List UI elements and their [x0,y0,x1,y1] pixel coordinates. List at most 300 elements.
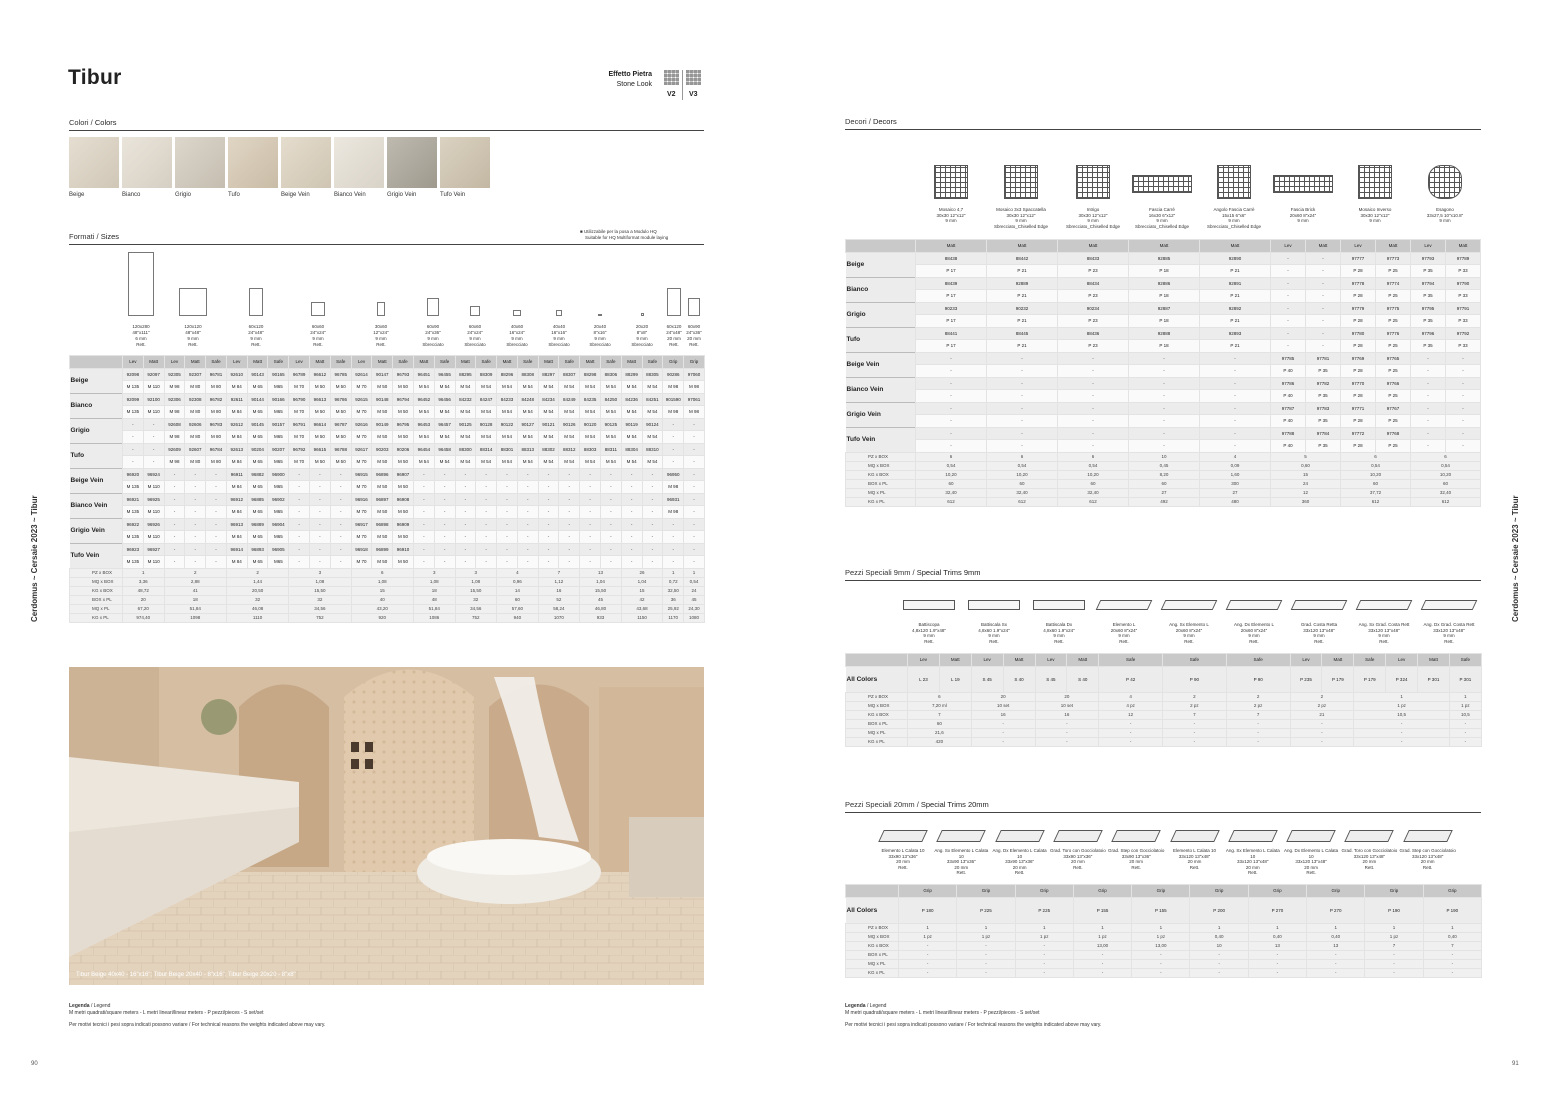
pack-value: 612 [916,497,987,506]
pack-value: - [1449,719,1481,728]
price-cell: - [310,481,331,494]
trim-icon [936,830,986,842]
price-cell: P 35 [1411,340,1446,353]
product-code: - [916,402,987,415]
decor-name: Fascia Brick [1290,207,1316,212]
price-cell: - [1271,315,1306,328]
pack-value: 0,60 [1271,461,1341,470]
finish-header: Lev [971,654,1003,667]
product-code: - [600,543,621,556]
finish-header: Matt [185,356,206,369]
trim-icon [903,600,955,610]
decor-label [1199,207,1269,229]
pack-value: 1 [1073,923,1131,932]
finish-header: Matt [916,240,987,253]
pack-value: 1 pz [1132,932,1190,941]
product-code: - [497,543,518,556]
price-cell: P 23 [1058,315,1129,328]
pack-value: - [1073,968,1131,977]
product-code: - [684,518,705,531]
trim-label [1417,622,1481,644]
pack-value: - [1307,950,1365,959]
trim-size: 33x90 13"x36" [1005,859,1035,864]
product-code: 97792 [1446,327,1481,340]
product-code: - [1446,402,1481,415]
pack-value: - [1290,737,1354,746]
trim-name: Ang. Dx Elemento L Calata 10 [1284,848,1339,859]
pack-value: 1 [1248,923,1306,932]
pack-value: 6 [1341,452,1411,461]
decor-thick: 9 mm [1228,218,1240,223]
finish-header: Lev [1271,240,1306,253]
product-code: 88310 [642,443,663,456]
price-cell: - [289,556,310,569]
price-cell: M 65 [247,481,268,494]
product-code: 88438 [916,252,987,265]
product-code: - [663,518,684,531]
color-swatch [228,137,278,188]
pack-value: - [1248,950,1306,959]
product-code: - [455,468,476,481]
product-code: 96923 [123,543,144,556]
pack-value: 1 pz [1449,701,1481,710]
product-code: 90127 [517,418,538,431]
pack-label: KG x PL [846,737,908,746]
price-cell: - [1129,440,1200,453]
finish-header: Lev [1411,240,1446,253]
trim-name: Ang. Dx Grad. Costa Rett [1423,622,1475,627]
price-cell: M 50 [310,431,331,444]
pack-value: 14 [497,586,539,595]
product-code: 96907 [393,468,414,481]
trim-size: 20x60 8"x24" [1175,627,1203,633]
price-cell: - [916,440,987,453]
trims9-header: Pezzi Speciali 9mm / Special Trims 9mm [845,568,1481,581]
price-cell: M 54 [559,381,580,394]
format-label [296,324,340,348]
decor-name: Intrigo [1086,207,1100,212]
format-edge: Rett. [689,342,699,347]
format-shape-icon [311,302,325,316]
product-code: 97765 [1376,352,1411,365]
product-code: 96915 [351,468,372,481]
product-code: - [497,518,518,531]
price-cell: S 45 [1035,666,1067,692]
product-code: 90126 [559,418,580,431]
product-code: - [1271,277,1306,290]
price-cell: - [206,481,227,494]
price-cell: - [642,506,663,519]
trim-thick: 9 mm [1248,633,1260,638]
price-cell: - [289,531,310,544]
pack-value: 1,60 [1200,470,1271,479]
format-inch: 24"x36" [425,330,441,335]
product-code: 96921 [123,493,144,506]
decor-icon [1358,165,1392,199]
decor-thick: 9 mm [1297,218,1309,223]
price-cell: - [476,506,497,519]
price-cell: M 50 [393,456,414,469]
price-cell: - [684,531,705,544]
product-code: - [987,352,1058,365]
pack-value: 43,68 [621,604,663,613]
price-cell: - [642,556,663,569]
product-code: 96785 [330,368,351,381]
price-cell: M 54 [413,456,434,469]
price-cell: P 40 [1271,390,1306,403]
pack-value: 3,36 [123,577,165,586]
pack-value: - [1163,719,1227,728]
finish-header: Matt [497,356,518,369]
pack-value: 20 [1035,692,1099,701]
pack-value: 26 [621,568,663,577]
trim-size: 33x120 13"x48" [1178,853,1211,859]
price-cell: M 84 [226,531,247,544]
product-code: 97791 [1446,302,1481,315]
price-cell: P 21 [987,315,1058,328]
product-code: 84236 [621,393,642,406]
price-cell: P 28 [1341,365,1376,378]
format-label [495,324,539,348]
finish-header: Matt [455,356,476,369]
price-cell: P 40 [1271,365,1306,378]
product-code: - [476,518,497,531]
product-code: 96789 [289,368,310,381]
product-code: 96908 [393,493,414,506]
price-cell: M 50 [330,431,351,444]
product-code: 92607 [185,443,206,456]
price-cell: M 98 [663,481,684,494]
pack-value: 13 [580,568,622,577]
trim-label [991,848,1049,876]
product-code: 88312 [559,443,580,456]
decor-edge: Sbrecciato_Chiselled Edge [1206,223,1262,229]
pack-value: 21 [1290,710,1354,719]
finish-header: Grip [1073,885,1131,898]
decor-icon [1076,165,1110,199]
price-cell: - [143,431,164,444]
product-code: 88303 [580,443,601,456]
pack-value: - [1226,719,1290,728]
format-size: 60x60 [468,324,482,329]
pack-value: 13,00 [1132,941,1190,950]
decor-name: Mosaico 3x3 Spaccatella [996,207,1046,212]
trim-name: Ang. Sx Elemento L [1169,622,1209,627]
product-code: - [684,443,705,456]
effect-subtitle: Stone Look [616,81,652,88]
price-cell: M 70 [351,431,372,444]
pack-value: 7 [1226,710,1290,719]
pack-value: 7 [908,710,972,719]
trim-edge: Rett. [898,864,908,870]
format-shape-icon [470,306,480,316]
variation-v2-label: V2 [667,91,676,98]
price-cell: P 18 [1129,315,1200,328]
trim-icon [1286,830,1336,842]
price-cell: - [434,481,455,494]
finish-header: Matt [1322,654,1354,667]
product-code: - [1200,352,1271,365]
product-code: 96910 [393,543,414,556]
price-cell: M 110 [143,531,164,544]
pack-value: 612 [1411,497,1481,506]
product-code: 90128 [476,418,497,431]
product-code: - [916,377,987,390]
price-cell: M65 [268,531,289,544]
pack-value: 300 [1200,479,1271,488]
product-code: 88313 [517,443,538,456]
pack-value: - [1099,719,1163,728]
product-code: - [476,468,497,481]
product-code: - [413,543,434,556]
price-cell: M 54 [434,406,455,419]
pack-value: - [1015,968,1073,977]
color-swatch-label: Grigio [175,192,192,198]
price-cell: P 35 [1411,290,1446,303]
pack-value: 974,40 [123,613,165,622]
product-code: 96788 [330,443,351,456]
format-thick: 20 mm [687,336,701,341]
price-cell: M 80 [185,381,206,394]
price-cell: P 21 [987,340,1058,353]
variation-v2-icon [664,70,679,85]
format-edge: Sbrecciato [464,342,486,347]
row-color-name: Beige [70,368,123,393]
price-cell: P 23 [1058,290,1129,303]
price-cell: - [684,481,705,494]
price-cell: M 54 [538,381,559,394]
price-cell: P 90 [1163,666,1227,692]
trim-thick: 9 mm [1183,633,1195,638]
trim-icon [1403,830,1453,842]
product-code: - [1129,427,1200,440]
price-cell: P 33 [1446,315,1481,328]
product-code: 96914 [226,543,247,556]
format-shape-icon [513,310,521,316]
price-cell: - [517,531,538,544]
price-cell: - [330,506,351,519]
finish-header: Matt [1418,654,1450,667]
pack-value: 6 [351,568,413,577]
price-cell: - [1306,290,1341,303]
product-code: 97794 [1411,277,1446,290]
price-cell: P 28 [1341,440,1376,453]
pack-value: - [1307,968,1365,977]
price-cell: M 98 [684,381,705,394]
price-cell: M 70 [351,531,372,544]
table-corner [846,885,899,898]
pack-value: 3 [289,568,351,577]
pack-value: - [1015,959,1073,968]
product-code: - [987,427,1058,440]
product-code: - [413,493,434,506]
price-cell: - [330,481,351,494]
legend-right: Legenda / Legend M metri quadrati/square meters - L metri lineari/linear meters - P pezzi/pieces - S set/set Per motivi tecnici i pesi sopra indicati possono variare / For technical reasons the weights indicated above may vary. [845,1003,1102,1028]
row-color-name: Bianco [846,277,916,302]
pack-value: - [1354,719,1450,728]
pack-value: 60 [1341,479,1411,488]
pack-value: 0,40 [1423,932,1481,941]
price-cell: - [143,456,164,469]
pack-value: 752 [455,613,497,622]
format-inch: 24"x48" [666,330,682,335]
price-cell: - [916,365,987,378]
product-code: 96924 [143,468,164,481]
product-code: 90125 [600,418,621,431]
pack-value: 32 [455,595,497,604]
pack-value: 10 set [971,701,1035,710]
price-cell: P 179 [1322,666,1354,692]
format-thick: 6 mm [135,336,147,341]
price-cell: P 40 [1271,440,1306,453]
product-code: 88307 [559,368,580,381]
price-cell: - [434,556,455,569]
finish-header: Lev [1386,654,1418,667]
price-cell: - [434,531,455,544]
pack-value: - [899,941,957,950]
decor-name: Mosaico Inverso [1358,207,1392,212]
pack-value: 6 [987,452,1058,461]
product-code: 92611 [226,393,247,406]
price-cell: - [987,415,1058,428]
price-cell: M 84 [226,456,247,469]
price-cell: M65 [268,456,289,469]
pack-value: 4 [1099,692,1163,701]
finish-header: Matt [939,654,971,667]
pack-value: 5 [1271,452,1341,461]
price-cell: - [1306,340,1341,353]
product-code: 84247 [476,393,497,406]
price-cell: P 18 [1129,265,1200,278]
format-inch: 24"x24" [310,330,326,335]
product-code: - [1058,427,1129,440]
price-cell: M 50 [393,406,414,419]
product-code: 96454 [413,443,434,456]
decor-size: 20x60 8"x24" [1289,212,1317,218]
product-code: 92892 [1200,302,1271,315]
pack-label: MQ x BOX [70,577,123,586]
pack-value: 6 [1411,452,1481,461]
trim-label [1222,622,1286,644]
color-swatch [334,137,384,188]
price-cell: - [123,456,144,469]
product-code: - [185,493,206,506]
price-cell: - [1446,390,1481,403]
pack-value: 1 [663,568,684,577]
trim-edge: Rett. [1119,638,1129,644]
pack-value: 1,08 [289,577,351,586]
finish-header: Safe [434,356,455,369]
finish-header: Grip [1307,885,1365,898]
price-cell: - [455,531,476,544]
decor-label [1058,207,1128,229]
product-code: 96453 [413,418,434,431]
product-code: 96912 [226,493,247,506]
price-cell: - [642,481,663,494]
pack-value: 0,40 [1190,932,1248,941]
product-code: 90204 [247,443,268,456]
pack-value: 1 [1365,923,1423,932]
product-code: 92890 [1200,252,1271,265]
decor-name: Fascia Carrè [1149,207,1175,212]
product-code: - [1446,352,1481,365]
price-cell: - [1200,440,1271,453]
pack-value: 1150 [621,613,663,622]
pack-value: 1,44 [226,577,288,586]
product-code: 96902 [268,493,289,506]
sizes-table [69,355,705,623]
product-code: - [289,543,310,556]
decor-name: Mosaico 4,7 [938,207,964,212]
price-cell: P 25 [1376,315,1411,328]
pack-value: 32 [226,595,288,604]
pack-value: - [1015,950,1073,959]
price-cell: M 84 [226,556,247,569]
product-code: 96927 [143,543,164,556]
product-code: 88311 [600,443,621,456]
format-shape-icon [556,310,562,316]
pack-label: KG x BOX [70,586,123,595]
product-code: - [289,493,310,506]
pack-value: 58,24 [538,604,580,613]
price-cell: - [621,506,642,519]
pack-value: 12 [1099,710,1163,719]
price-cell: M 54 [538,456,559,469]
price-cell: M 70 [351,481,372,494]
pack-value: 34,56 [289,604,351,613]
price-cell: - [1058,440,1129,453]
pack-label: MQ x PL [846,488,916,497]
trim-label [1224,848,1282,876]
format-inch: 12"x24" [373,330,389,335]
pack-value: 15 [1271,470,1341,479]
price-cell: - [600,481,621,494]
product-code: - [1129,352,1200,365]
pack-value: 1,08 [455,577,497,586]
pack-value: 3 [455,568,497,577]
price-cell: P 18 [1129,340,1200,353]
pack-value: - [1423,959,1481,968]
trim-icon [1096,600,1153,610]
price-cell: P 17 [916,315,987,328]
price-cell: - [330,531,351,544]
price-cell: - [1271,265,1306,278]
price-cell: M 54 [559,406,580,419]
pack-value: 612 [1341,497,1411,506]
format-size: 120x120 [184,324,202,329]
pack-label: KG x BOX [846,470,916,479]
price-cell: M 50 [393,531,414,544]
price-cell: M 135 [123,556,144,569]
pack-value: 1 [1423,923,1481,932]
product-code: 97778 [1341,277,1376,290]
pack-value: 15 [351,586,413,595]
pack-value: - [1190,968,1248,977]
format-edge: Sbrecciato [548,342,570,347]
price-cell: L 19 [939,666,971,692]
pack-value: 1 pz [1354,701,1450,710]
price-cell: - [663,531,684,544]
trim-name: Elemento L [1112,622,1136,627]
price-cell: P 225 [957,897,1015,923]
price-cell: - [684,556,705,569]
product-code: - [987,402,1058,415]
trim-thick: 9 mm [988,633,1000,638]
format-shape-icon [427,298,439,316]
product-code: 92612 [226,418,247,431]
trim-icon [1111,830,1161,842]
pack-value: 20 [971,692,1035,701]
